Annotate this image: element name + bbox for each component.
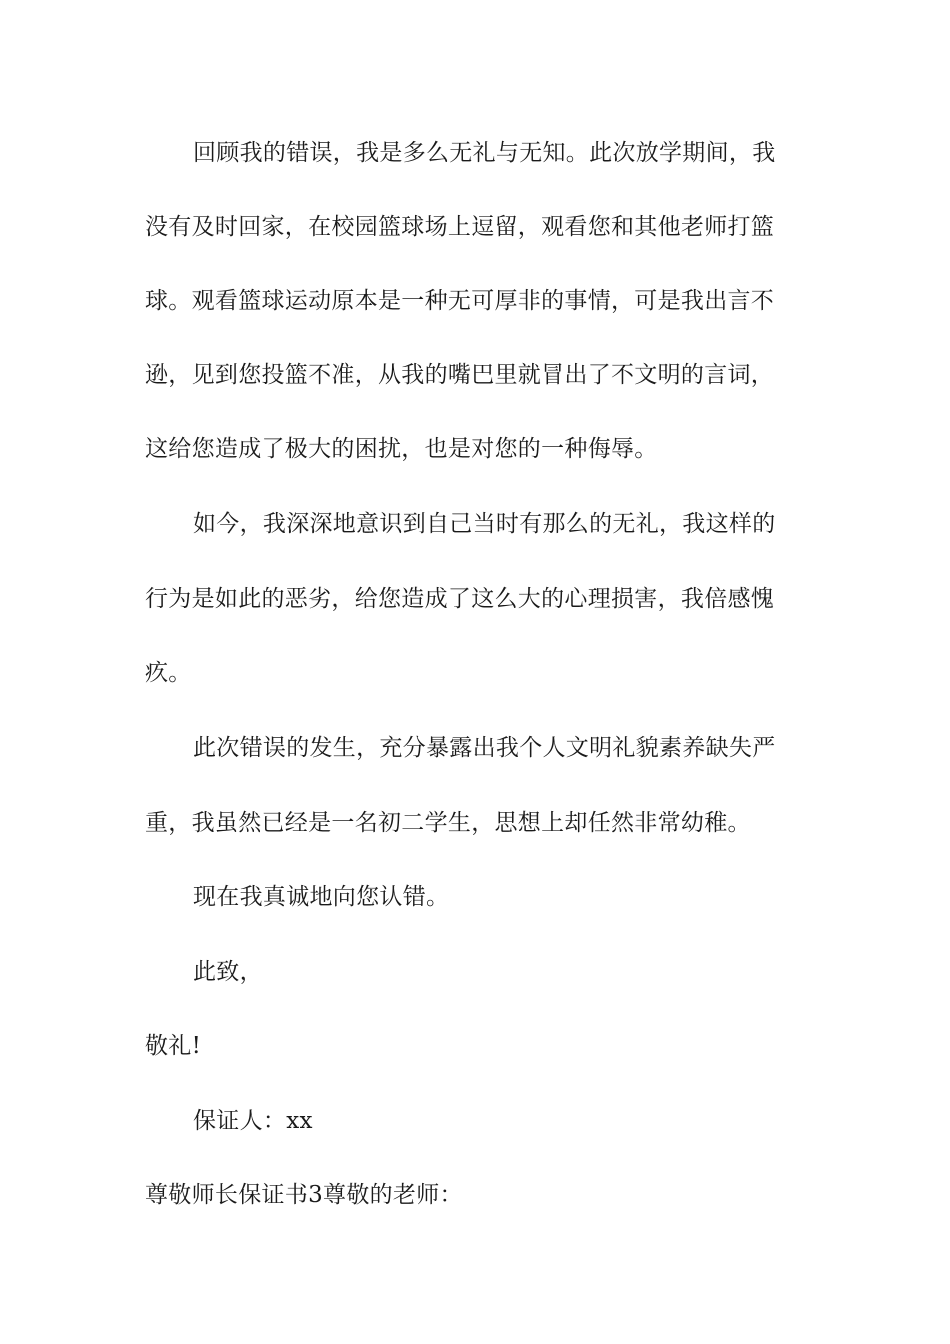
paragraph-1-line-5: 这给您造成了极大的困扰，也是对您的一种侮辱。 bbox=[145, 436, 658, 462]
paragraph-1-line-3: 球。观看篮球运动原本是一种无可厚非的事情，可是我出言不 bbox=[145, 288, 775, 314]
paragraph-1-line-4: 逊，见到您投篮不准，从我的嘴巴里就冒出了不文明的言词， bbox=[145, 362, 775, 388]
apology-line: 现在我真诚地向您认错。 bbox=[193, 884, 450, 910]
closing-regards: 敬礼! bbox=[145, 1033, 202, 1059]
next-section-heading: 尊敬师长保证书3尊敬的老师： bbox=[145, 1182, 463, 1208]
paragraph-1-line-1: 回顾我的错误，我是多么无礼与无知。此次放学期间，我 bbox=[193, 140, 776, 166]
paragraph-3-line-2: 重，我虽然已经是一名初二学生，思想上却任然非常幼稚。 bbox=[145, 810, 751, 836]
signature-line: 保证人：xx bbox=[193, 1108, 313, 1134]
paragraph-2-line-1: 如今，我深深地意识到自己当时有那么的无礼，我这样的 bbox=[193, 511, 776, 537]
paragraph-2-line-2: 行为是如此的恶劣，给您造成了这么大的心理损害，我倍感愧 bbox=[145, 586, 775, 612]
paragraph-1-line-2: 没有及时回家，在校园篮球场上逗留，观看您和其他老师打篮 bbox=[145, 214, 775, 240]
closing-salutation: 此致， bbox=[193, 959, 263, 985]
paragraph-3-line-1: 此次错误的发生，充分暴露出我个人文明礼貌素养缺失严 bbox=[193, 735, 776, 761]
paragraph-2-line-3: 疚。 bbox=[145, 660, 192, 686]
